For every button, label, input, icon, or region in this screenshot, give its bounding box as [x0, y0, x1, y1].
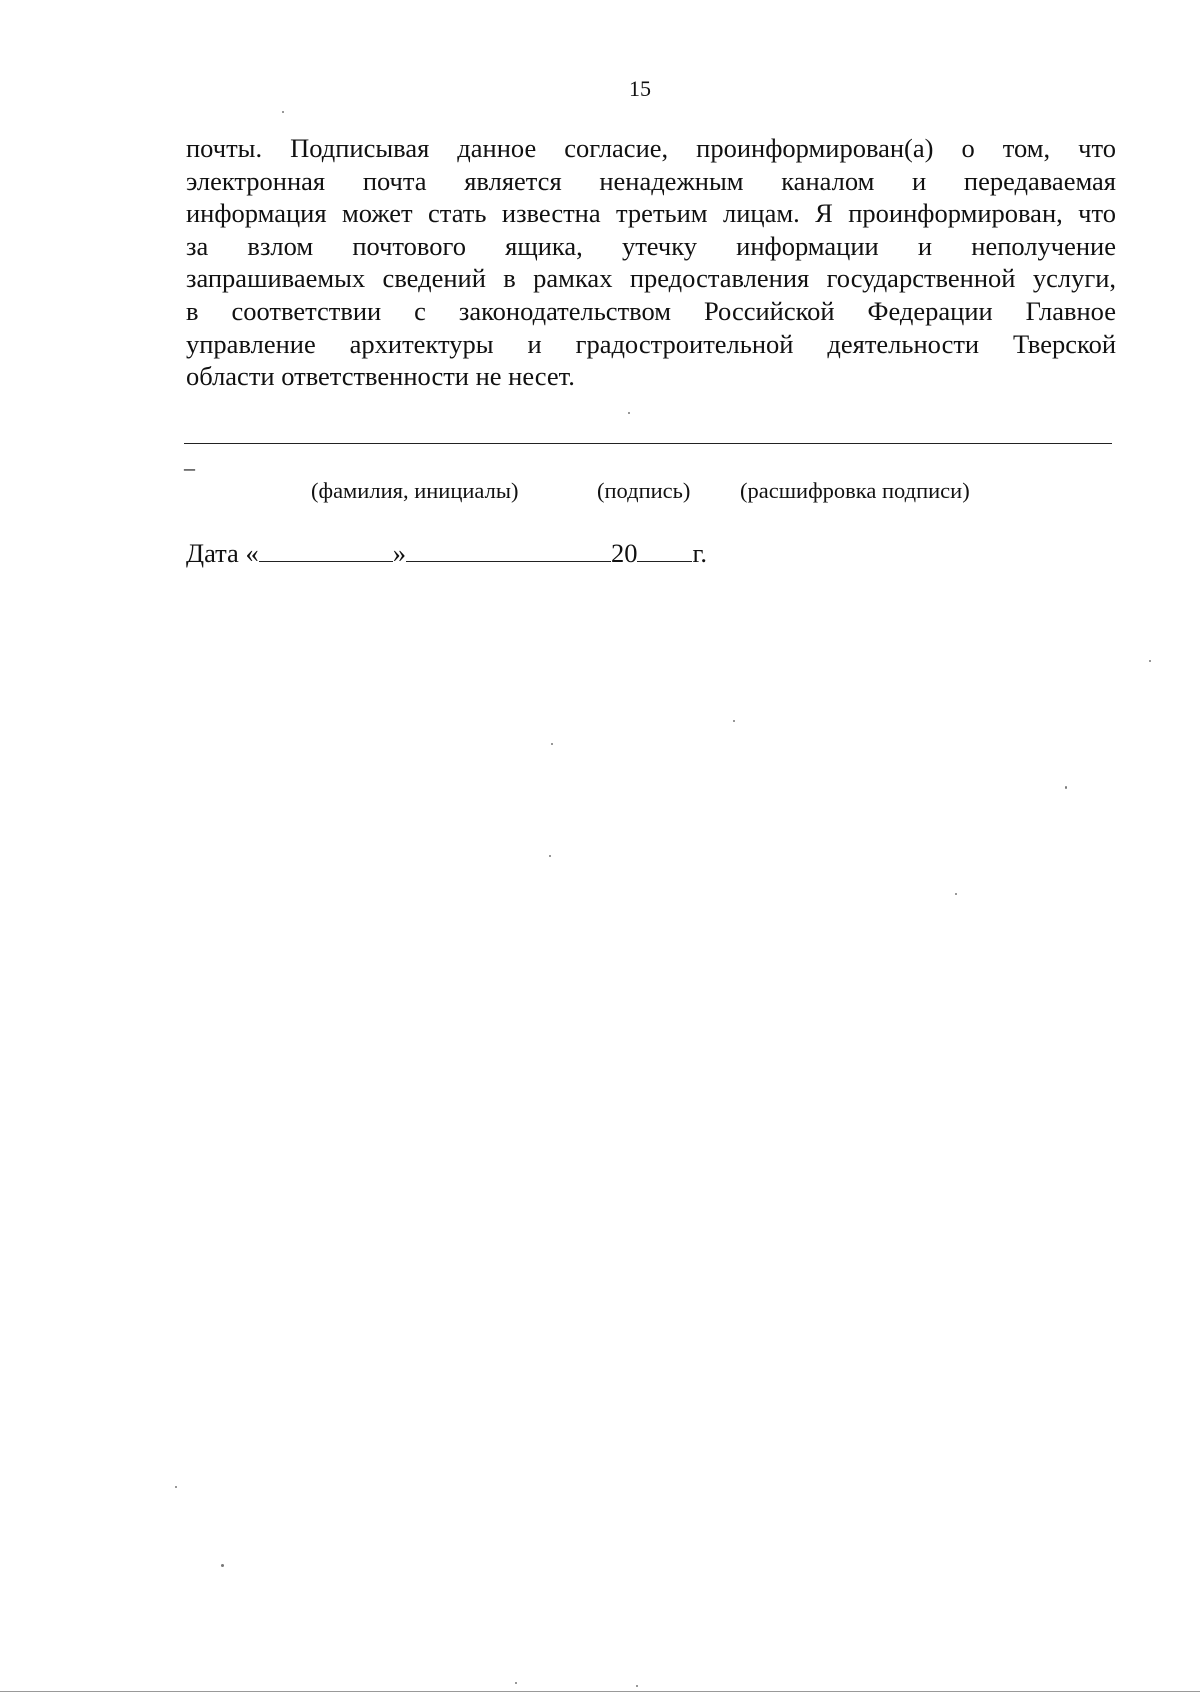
- scan-bottom-edge: [0, 1691, 1200, 1692]
- scan-speck: [551, 743, 553, 745]
- scan-speck: [221, 1564, 224, 1567]
- paragraph-line: управление архитектуры и градостроительной деятельности Тверской: [186, 328, 1116, 359]
- date-suffix: г.: [692, 538, 707, 568]
- paragraph-line: запрашиваемых сведений в рамках предоставления государственной услуги,: [186, 263, 1116, 294]
- paragraph-line: области ответственности не несет.: [186, 361, 575, 392]
- scan-speck: [628, 412, 630, 414]
- scan-speck: [549, 855, 551, 857]
- scan-speck: [175, 1486, 177, 1488]
- date-day-blank: [259, 539, 393, 562]
- consent-paragraph: [186, 132, 1116, 393]
- date-row: [186, 538, 707, 569]
- page-number: 15: [629, 76, 651, 101]
- paragraph-line: за взлом почтового ящика, утечку информации и неполучение: [186, 230, 1116, 261]
- scan-speck: [1065, 786, 1067, 789]
- date-prefix: Дата «: [186, 538, 259, 568]
- paragraph-line: информация может стать известна третьим лицам. Я проинформирован, что: [186, 198, 1116, 229]
- date-century: 20: [610, 538, 638, 568]
- paragraph-line: электронная почта является ненадежным каналом и передаваемая: [186, 165, 1116, 196]
- date-year-blank: [637, 539, 692, 562]
- scan-speck: [636, 1685, 638, 1687]
- label-signature-transcript: (расшифровка подписи): [740, 478, 970, 503]
- scan-speck: [733, 720, 735, 722]
- scan-speck: [1149, 660, 1151, 662]
- scan-speck: [282, 111, 284, 113]
- scan-speck: [955, 893, 957, 895]
- date-month-blank: [406, 539, 611, 562]
- label-name-initials: (фамилия, инициалы): [311, 478, 519, 503]
- date-close-quote: »: [392, 538, 406, 568]
- scan-speck: [515, 1682, 517, 1684]
- signature-line: [184, 443, 1112, 444]
- paragraph-line: в соответствии с законодательством Российской Федерации Главное: [186, 295, 1116, 326]
- paragraph-line: почты. Подписывая данное согласие, проинформирован(а) о том, что: [186, 133, 1116, 163]
- signature-dash: –: [184, 455, 195, 480]
- label-signature: (подпись): [597, 478, 691, 503]
